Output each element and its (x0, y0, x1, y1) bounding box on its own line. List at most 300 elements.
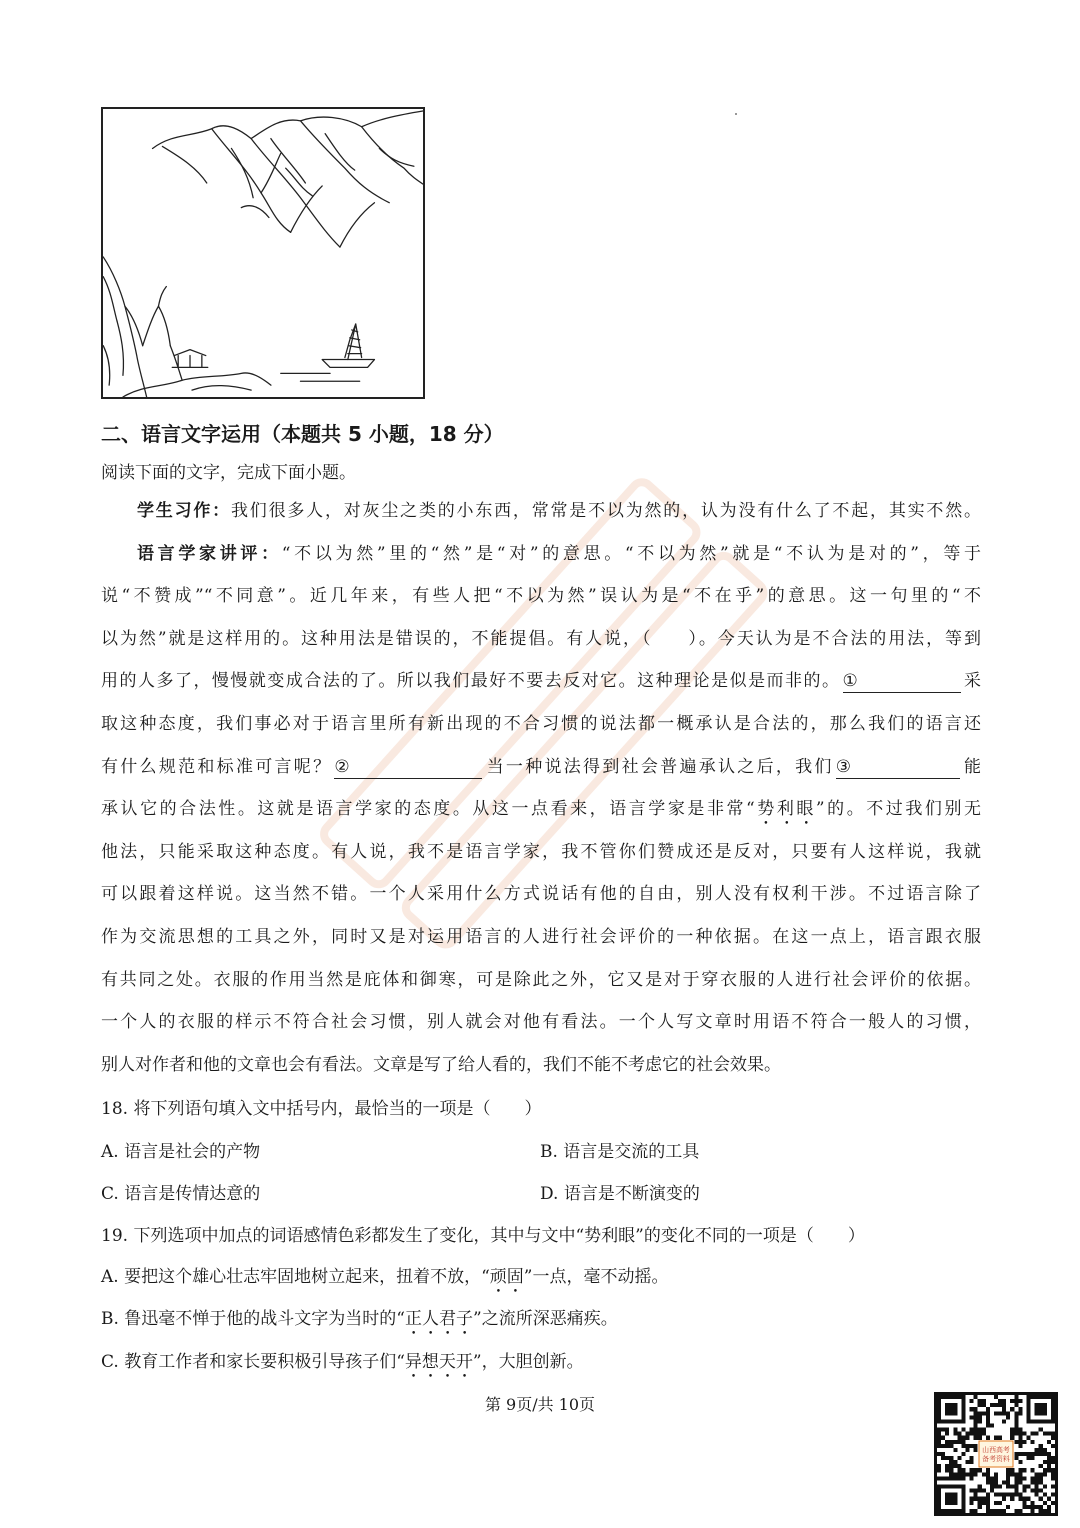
qr-module (961, 1452, 965, 1456)
qr-module (1002, 1497, 1006, 1501)
qr-module (1035, 1485, 1039, 1489)
qr-module (970, 1415, 974, 1419)
qr-module (1051, 1436, 1055, 1440)
qr-module (1022, 1468, 1026, 1472)
qr-module (937, 1440, 941, 1444)
qr-module (978, 1485, 982, 1489)
qr-module (998, 1399, 1002, 1403)
qr-module (961, 1476, 965, 1480)
qr-module (994, 1509, 998, 1513)
qr-module (1051, 1460, 1055, 1464)
qr-module (1022, 1432, 1026, 1436)
qr-module (1043, 1509, 1047, 1513)
qr-module (1002, 1411, 1006, 1415)
qr-module (970, 1432, 974, 1436)
qr-module (978, 1399, 982, 1403)
qr-module (1035, 1493, 1039, 1497)
qr-module (953, 1472, 957, 1476)
qr-module (945, 1440, 949, 1444)
expert-label: 语言学家讲评： (137, 543, 282, 564)
qr-module (1035, 1480, 1039, 1484)
qr-module (990, 1509, 994, 1513)
qr-module (949, 1464, 953, 1468)
qr-module (1047, 1497, 1051, 1501)
qr-module (1039, 1480, 1043, 1484)
qr-module (1027, 1497, 1031, 1501)
qr-module (953, 1440, 957, 1444)
qr-module (978, 1428, 982, 1432)
passage-line: 可以跟着这样说。这当然不错。一个人采用什么方式说话有他的自由，别人没有权利干涉。不过语言除了 (101, 884, 981, 905)
qr-module (974, 1489, 978, 1493)
qr-module (970, 1468, 974, 1472)
qr-module (941, 1456, 945, 1460)
qr-module (978, 1489, 982, 1493)
qr-module (974, 1407, 978, 1411)
qr-module (998, 1436, 1002, 1440)
qr-module (986, 1493, 990, 1497)
qr-module (937, 1436, 941, 1440)
qr-module (974, 1468, 978, 1472)
qr-module (1031, 1505, 1035, 1509)
qr-module (1010, 1493, 1014, 1497)
q18-option-c[interactable]: C. 语言是传情达意的 (101, 1184, 261, 1204)
stray-dot (735, 113, 737, 115)
qr-module (998, 1493, 1002, 1497)
qr-module (1035, 1505, 1039, 1509)
qr-module (1051, 1432, 1055, 1436)
qr-module (1014, 1476, 1018, 1480)
qr-code[interactable] (934, 1392, 1058, 1516)
qr-module (953, 1432, 957, 1436)
qr-module (1014, 1395, 1018, 1399)
qr-module (1014, 1423, 1018, 1427)
qr-module (970, 1407, 974, 1411)
qr-module (1006, 1411, 1010, 1415)
qr-module (965, 1444, 969, 1448)
qr-module (1022, 1485, 1026, 1489)
qr-module (998, 1485, 1002, 1489)
qr-module (1006, 1485, 1010, 1489)
qr-module (1027, 1485, 1031, 1489)
qr-module (945, 1444, 949, 1448)
qr-module (1014, 1456, 1018, 1460)
qr-module (974, 1423, 978, 1427)
qr-module (978, 1415, 982, 1419)
qr-module (937, 1432, 941, 1436)
qr-module (1043, 1501, 1047, 1505)
qr-module (982, 1411, 986, 1415)
qr-module (1043, 1468, 1047, 1472)
qr-module (1018, 1428, 1022, 1432)
qr-module (986, 1419, 990, 1423)
passage-line: 有共同之处。衣服的作用当然是庇体和御寒，可是除此之外，它又是对于穿衣服的人进行社会评价的依据。 (101, 969, 981, 990)
qr-module (1018, 1509, 1022, 1513)
qr-module (982, 1497, 986, 1501)
passage-line: 别人对作者和他的文章也会有看法。文章是写了给人看的，我们不能不考虑它的社会效果。 (101, 1054, 781, 1075)
qr-module (974, 1432, 978, 1436)
qr-module (1018, 1476, 1022, 1480)
qr-module (998, 1501, 1002, 1505)
qr-finder-pattern (1035, 1403, 1047, 1415)
qr-module (1047, 1432, 1051, 1436)
qr-module (1002, 1509, 1006, 1513)
q18-option-a[interactable]: A. 语言是社会的产物 (101, 1142, 261, 1162)
qr-module (949, 1476, 953, 1480)
qr-module (982, 1472, 986, 1476)
qr-module (961, 1428, 965, 1432)
qr-module (957, 1472, 961, 1476)
qr-module (986, 1509, 990, 1513)
qr-module (1047, 1460, 1051, 1464)
qr-module (1010, 1407, 1014, 1411)
qr-module (1006, 1415, 1010, 1419)
qr-module (1051, 1493, 1055, 1497)
qr-module (990, 1423, 994, 1427)
qr-module (1039, 1505, 1043, 1509)
qr-module (1018, 1436, 1022, 1440)
qr-module (1014, 1399, 1018, 1403)
qr-module (1018, 1444, 1022, 1448)
qr-module (1035, 1472, 1039, 1476)
qr-module (978, 1432, 982, 1436)
qr-module (1043, 1460, 1047, 1464)
qr-module (974, 1436, 978, 1440)
qr-module (1051, 1501, 1055, 1505)
qr-module (945, 1476, 949, 1480)
qr-module (1047, 1440, 1051, 1444)
qr-module (941, 1452, 945, 1456)
page-number-footer: 第 9页/共 10页 (484, 1395, 596, 1414)
qr-module (994, 1472, 998, 1476)
qr-module (1014, 1428, 1018, 1432)
qr-module (982, 1489, 986, 1493)
blank-2: ② (334, 756, 482, 779)
qr-module (1010, 1436, 1014, 1440)
qr-module (953, 1464, 957, 1468)
qr-module (982, 1399, 986, 1403)
qr-module (1014, 1472, 1018, 1476)
qr-module (945, 1432, 949, 1436)
qr-module (982, 1403, 986, 1407)
qr-badge-text: 备考资料 (982, 1454, 1010, 1463)
qr-module (957, 1476, 961, 1480)
qr-module (1006, 1505, 1010, 1509)
q19-option-a[interactable]: A. 要把这个雄心壮志牢固地树立起来，扭着不放，“顽固”一点，毫不动摇。 (101, 1267, 669, 1287)
qr-module (1014, 1440, 1018, 1444)
qr-module (1014, 1493, 1018, 1497)
qr-module (994, 1403, 998, 1407)
qr-module (937, 1428, 941, 1432)
qr-module (1027, 1456, 1031, 1460)
qr-module (937, 1468, 941, 1472)
qr-module (1010, 1468, 1014, 1472)
qr-module (1027, 1505, 1031, 1509)
qr-finder-pattern (945, 1493, 957, 1505)
qr-module (974, 1493, 978, 1497)
passage-line: 说“不赞成”“不同意”。近几年来，有些人把“不以为然”误认为是“不在乎”的意思。这一句里的“不 (101, 586, 981, 607)
qr-module (1022, 1476, 1026, 1480)
qr-module (1047, 1452, 1051, 1456)
qr-module (1047, 1509, 1051, 1513)
qr-module (953, 1476, 957, 1480)
qr-module (1010, 1472, 1014, 1476)
qr-module (978, 1411, 982, 1415)
qr-module (986, 1480, 990, 1484)
passage-line: 以为然”就是这样用的。这种用法是错误的，不能提倡。有人说，（ ）。今天认为是不合法的用法，等到 (101, 628, 981, 649)
passage-line: 作为交流思想的工具之外，同时又是对运用语言的人进行社会评价的一种依据。在这一点上，语言跟衣服 (101, 926, 981, 947)
q18-option-b[interactable]: B. 语言是交流的工具 (540, 1142, 700, 1162)
qr-module (998, 1403, 1002, 1407)
qr-module (1031, 1440, 1035, 1444)
qr-module (1022, 1489, 1026, 1493)
qr-module (978, 1436, 982, 1440)
qr-module (949, 1460, 953, 1464)
qr-module (982, 1428, 986, 1432)
qr-module (974, 1428, 978, 1432)
qr-module (1018, 1452, 1022, 1456)
qr-module (1031, 1480, 1035, 1484)
qr-module (1035, 1448, 1039, 1452)
section-heading: 二、语言文字运用（本题共 5 小题，18 分） (101, 422, 504, 446)
qr-module (974, 1444, 978, 1448)
qr-module (1047, 1464, 1051, 1468)
qr-module (1039, 1509, 1043, 1513)
qr-module (978, 1501, 982, 1505)
passage-line: 有什么规范和标准可言呢？ ② 当一种说法得到社会普遍承认之后，我们 ③ 能 (101, 756, 981, 777)
qr-module (957, 1440, 961, 1444)
qr-module (945, 1428, 949, 1432)
qr-module (1018, 1407, 1022, 1411)
qr-module (970, 1472, 974, 1476)
qr-module (1010, 1497, 1014, 1501)
qr-module (945, 1464, 949, 1468)
qr-module (990, 1480, 994, 1484)
qr-module (998, 1509, 1002, 1513)
qr-module (986, 1411, 990, 1415)
qr-module (970, 1444, 974, 1448)
qr-module (1035, 1476, 1039, 1480)
qr-module (986, 1436, 990, 1440)
qr-module (994, 1436, 998, 1440)
qr-module (990, 1476, 994, 1480)
qr-module (1043, 1472, 1047, 1476)
qr-module (1002, 1493, 1006, 1497)
qr-module (1031, 1456, 1035, 1460)
emphasized-word: 势利眼 (754, 799, 816, 820)
qr-module (1006, 1468, 1010, 1472)
qr-module (1031, 1468, 1035, 1472)
qr-module (1047, 1468, 1051, 1472)
qr-module (1039, 1464, 1043, 1468)
q19-option-c[interactable]: C. 教育工作者和家长要积极引导孩子们“异想天开”，大胆创新。 (101, 1352, 584, 1372)
qr-module (1043, 1452, 1047, 1456)
qr-module (1022, 1452, 1026, 1456)
qr-module (998, 1411, 1002, 1415)
qr-module (1014, 1509, 1018, 1513)
qr-module (978, 1403, 982, 1407)
qr-module (974, 1509, 978, 1513)
qr-module (974, 1419, 978, 1423)
blank-1: ① (843, 670, 961, 693)
qr-module (1010, 1485, 1014, 1489)
qr-module (1031, 1476, 1035, 1480)
qr-module (1051, 1476, 1055, 1480)
qr-module (1035, 1452, 1039, 1456)
qr-module (1051, 1472, 1055, 1476)
qr-module (1018, 1468, 1022, 1472)
qr-module (1022, 1505, 1026, 1509)
qr-module (1039, 1497, 1043, 1501)
emphasized-word: 正人君子 (405, 1309, 473, 1329)
qr-module (1018, 1440, 1022, 1444)
qr-module (994, 1501, 998, 1505)
qr-module (1018, 1480, 1022, 1484)
passage-line: 承认它的合法性。这就是语言学家的态度。从这一点看来，语言学家是非常“势利眼”的。不过我们别无 (101, 799, 981, 820)
qr-module (1051, 1468, 1055, 1472)
passage-line: 取这种态度，我们事必对于语言里所有新出现的不合习惯的说法都一概承认是合法的，那么我们的语言还 (101, 713, 981, 734)
qr-module (1006, 1480, 1010, 1484)
qr-module (1002, 1419, 1006, 1423)
qr-module (1039, 1472, 1043, 1476)
qr-module (970, 1476, 974, 1480)
qr-module (1035, 1489, 1039, 1493)
qr-module (974, 1448, 978, 1452)
qr-module (949, 1472, 953, 1476)
qr-module (1047, 1456, 1051, 1460)
qr-module (1014, 1480, 1018, 1484)
landscape-illustration (101, 107, 425, 399)
qr-module (1018, 1432, 1022, 1436)
qr-module (970, 1428, 974, 1432)
qr-module (1002, 1480, 1006, 1484)
qr-module (1039, 1452, 1043, 1456)
passage-line: 一个人的衣服的样示不符合社会习惯，别人就会对他有看法。一个人写文章时用语不符合一般人的习惯， (101, 1012, 981, 1033)
passage-line: 用的人多了，慢慢就变成合法的了。所以我们最好不要去反对它。这种理论是似是而非的。 ① 采 (101, 671, 982, 692)
qr-module (941, 1444, 945, 1448)
qr-module (1018, 1497, 1022, 1501)
qr-module (986, 1415, 990, 1419)
qr-module (1043, 1485, 1047, 1489)
qr-module (957, 1436, 961, 1440)
qr-module (1027, 1452, 1031, 1456)
qr-module (945, 1468, 949, 1472)
qr-module (949, 1456, 953, 1460)
qr-module (937, 1444, 941, 1448)
qr-module (957, 1432, 961, 1436)
reading-passage (101, 494, 981, 1090)
qr-module (1031, 1509, 1035, 1513)
qr-module (953, 1448, 957, 1452)
qr-module (970, 1497, 974, 1501)
qr-module (1043, 1432, 1047, 1436)
qr-module (937, 1476, 941, 1480)
qr-module (990, 1485, 994, 1489)
passage-line: 学生习作：我们很多人，对灰尘之类的小东西，常常是不以为然的，认为没有什么了不起，其实不然。 (137, 501, 982, 521)
qr-module (978, 1468, 982, 1472)
qr-module (1010, 1428, 1014, 1432)
qr-module (961, 1468, 965, 1472)
qr-module (1010, 1399, 1014, 1403)
qr-module (965, 1472, 969, 1476)
qr-module (1022, 1497, 1026, 1501)
qr-module (978, 1419, 982, 1423)
qr-module (1039, 1489, 1043, 1493)
qr-module (949, 1444, 953, 1448)
qr-module (1043, 1448, 1047, 1452)
qr-module (970, 1456, 974, 1460)
blank-3: ③ (836, 756, 960, 779)
qr-module (970, 1509, 974, 1513)
qr-module (970, 1489, 974, 1493)
qr-module (941, 1436, 945, 1440)
qr-module (1031, 1489, 1035, 1493)
qr-module (1039, 1476, 1043, 1480)
q18-option-d[interactable]: D. 语言是不断演变的 (540, 1184, 700, 1204)
qr-module (965, 1432, 969, 1436)
qr-module (1039, 1444, 1043, 1448)
qr-module (986, 1505, 990, 1509)
qr-module (949, 1440, 953, 1444)
qr-module (970, 1399, 974, 1403)
qr-module (957, 1456, 961, 1460)
q19-option-b[interactable]: B. 鲁迅毫不惮于他的战斗文字为当时的“正人君子”之流所深恶痛疾。 (101, 1309, 618, 1329)
qr-module (1051, 1444, 1055, 1448)
qr-module (1051, 1456, 1055, 1460)
qr-module (986, 1501, 990, 1505)
qr-module (1006, 1493, 1010, 1497)
qr-module (1010, 1432, 1014, 1436)
qr-module (961, 1444, 965, 1448)
qr-module (1002, 1407, 1006, 1411)
qr-module (1018, 1472, 1022, 1476)
qr-module (990, 1403, 994, 1407)
qr-module (986, 1468, 990, 1472)
qr-module (994, 1411, 998, 1415)
qr-module (941, 1428, 945, 1432)
emphasized-word: 异想天开 (404, 1352, 473, 1372)
question-18-stem: 18. 将下列语句填入文中括号内，最恰当的一项是（ ） (101, 1099, 542, 1119)
student-label: 学生习作： (137, 501, 231, 521)
reading-instruction: 阅读下面的文字，完成下面小题。 (101, 463, 356, 483)
qr-module (974, 1472, 978, 1476)
qr-module (986, 1423, 990, 1427)
qr-module (994, 1395, 998, 1399)
qr-module (994, 1480, 998, 1484)
qr-module (994, 1493, 998, 1497)
qr-module (982, 1501, 986, 1505)
qr-module (1031, 1501, 1035, 1505)
qr-module (1014, 1452, 1018, 1456)
qr-module (941, 1476, 945, 1480)
qr-module (994, 1476, 998, 1480)
qr-module (1014, 1432, 1018, 1436)
qr-module (990, 1489, 994, 1493)
qr-module (949, 1468, 953, 1472)
qr-module (953, 1428, 957, 1432)
qr-module (1031, 1432, 1035, 1436)
qr-module (1022, 1440, 1026, 1444)
passage-line: 他法，只能采取这种态度。有人说，我不是语言学家，我不管你们赞成还是反对，只要有人这样说，我就 (101, 841, 981, 862)
emphasized-word: 顽固 (489, 1267, 524, 1287)
qr-module (974, 1415, 978, 1419)
qr-module (945, 1456, 949, 1460)
qr-module (1006, 1476, 1010, 1480)
qr-module (1014, 1411, 1018, 1415)
qr-module (1014, 1485, 1018, 1489)
qr-module (994, 1485, 998, 1489)
qr-module (986, 1472, 990, 1476)
qr-module (986, 1476, 990, 1480)
